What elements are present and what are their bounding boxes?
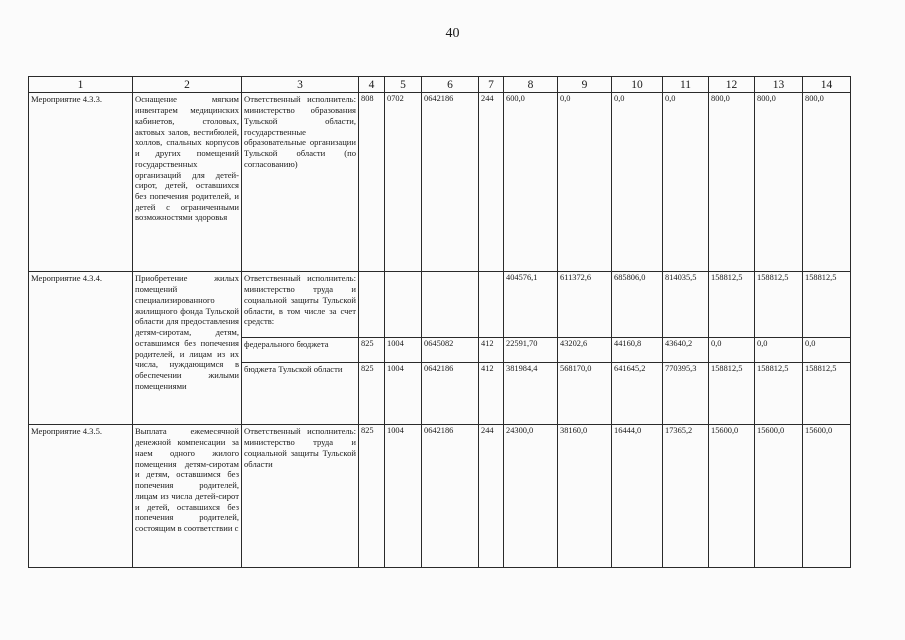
measure-name: Приобретение жилых помещений специализированного жилищного фонда Тульской области для предоставления детям-сиротам, детям, оставшимся без попечения родителей, и лицам из их числа, нуждающимся в обеспечении жилыми помещениями [133, 272, 242, 425]
cell-c7 [479, 272, 504, 338]
cell-c4: 825 [359, 338, 385, 363]
cell-c8: 404576,1 [504, 272, 558, 338]
cell-c11: 0,0 [663, 93, 709, 272]
cell-c6: 0642186 [422, 425, 479, 568]
cell-c9: 0,0 [558, 93, 612, 272]
executor: федерального бюджета [242, 338, 359, 363]
executor: бюджета Тульской области [242, 363, 359, 425]
cell-c12: 15600,0 [709, 425, 755, 568]
cell-c9: 38160,0 [558, 425, 612, 568]
cell-c8: 24300,0 [504, 425, 558, 568]
cell-c4: 825 [359, 363, 385, 425]
cell-c9: 568170,0 [558, 363, 612, 425]
cell-c13: 158812,5 [755, 272, 803, 338]
measure-id: Мероприятие 4.3.5. [29, 425, 133, 568]
cell-c4 [359, 272, 385, 338]
page-number: 40 [445, 26, 460, 41]
measure-name: Оснащение мягким инвентарем медицинских кабинетов, столовых, актовых залов, вестибюлей, холлов, спальных корпусов и других помещений государственных организаций для детей-сирот, детей, оставшихся без попечения родителей, и детей с ограниченными возможностями здоровья [133, 93, 242, 272]
cell-c11: 770395,3 [663, 363, 709, 425]
cell-c5: 0702 [385, 93, 422, 272]
cell-c11: 814035,5 [663, 272, 709, 338]
executor: Ответственный исполнитель: министерство труда и социальной защиты Тульской области, в том числе за счет средств: [242, 272, 359, 338]
cell-c12: 158812,5 [709, 363, 755, 425]
header-col-6: 6 [422, 77, 479, 93]
cell-c4: 825 [359, 425, 385, 568]
header-col-2: 2 [133, 77, 242, 93]
table-row [29, 272, 851, 338]
cell-c14: 0,0 [803, 338, 851, 363]
cell-c13: 0,0 [755, 338, 803, 363]
header-col-10: 10 [612, 77, 663, 93]
header-col-11: 11 [663, 77, 709, 93]
cell-c10: 641645,2 [612, 363, 663, 425]
cell-c10: 685806,0 [612, 272, 663, 338]
cell-c7: 244 [479, 93, 504, 272]
cell-c12: 158812,5 [709, 272, 755, 338]
header-col-12: 12 [709, 77, 755, 93]
cell-c5: 1004 [385, 338, 422, 363]
header-col-14: 14 [803, 77, 851, 93]
header-col-4: 4 [359, 77, 385, 93]
cell-c6: 0642186 [422, 363, 479, 425]
measure-name: Выплата ежемесячной денежной компенсации за наем одного жилого помещения детям-сиротам и детям, оставшимся без попечения родителей, лицам из числа детей-сирот и детей, оставшихся без попечения родителей, состоящим в соответствии с [133, 425, 242, 568]
header-col-7: 7 [479, 77, 504, 93]
executor: Ответственный исполнитель: министерство труда и социальной защиты Тульской области [242, 425, 359, 568]
cell-c5: 1004 [385, 425, 422, 568]
table-row [29, 425, 851, 568]
measure-id: Мероприятие 4.3.4. [29, 272, 133, 425]
cell-c13: 158812,5 [755, 363, 803, 425]
cell-c7: 412 [479, 363, 504, 425]
cell-c5 [385, 272, 422, 338]
cell-c8: 600,0 [504, 93, 558, 272]
cell-c6: 0645082 [422, 338, 479, 363]
header-col-8: 8 [504, 77, 558, 93]
cell-c14: 158812,5 [803, 363, 851, 425]
cell-c6: 0642186 [422, 93, 479, 272]
cell-c6 [422, 272, 479, 338]
cell-c14: 800,0 [803, 93, 851, 272]
header-row [29, 77, 851, 93]
header-col-3: 3 [242, 77, 359, 93]
executor: Ответственный исполнитель: министерство образования Тульской области, государственные образовательные организации Тульской области (по согласованию) [242, 93, 359, 272]
cell-c13: 15600,0 [755, 425, 803, 568]
header-col-13: 13 [755, 77, 803, 93]
header-col-5: 5 [385, 77, 422, 93]
cell-c11: 17365,2 [663, 425, 709, 568]
cell-c10: 44160,8 [612, 338, 663, 363]
cell-c4: 808 [359, 93, 385, 272]
cell-c13: 800,0 [755, 93, 803, 272]
cell-c10: 16444,0 [612, 425, 663, 568]
cell-c7: 412 [479, 338, 504, 363]
cell-c12: 0,0 [709, 338, 755, 363]
measure-id: Мероприятие 4.3.3. [29, 93, 133, 272]
table-row [29, 93, 851, 272]
budget-table [28, 76, 851, 568]
cell-c12: 800,0 [709, 93, 755, 272]
cell-c8: 22591,70 [504, 338, 558, 363]
cell-c7: 244 [479, 425, 504, 568]
cell-c11: 43640,2 [663, 338, 709, 363]
cell-c14: 158812,5 [803, 272, 851, 338]
cell-c9: 611372,6 [558, 272, 612, 338]
cell-c10: 0,0 [612, 93, 663, 272]
cell-c5: 1004 [385, 363, 422, 425]
header-col-1: 1 [29, 77, 133, 93]
cell-c9: 43202,6 [558, 338, 612, 363]
cell-c8: 381984,4 [504, 363, 558, 425]
header-col-9: 9 [558, 77, 612, 93]
cell-c14: 15600,0 [803, 425, 851, 568]
